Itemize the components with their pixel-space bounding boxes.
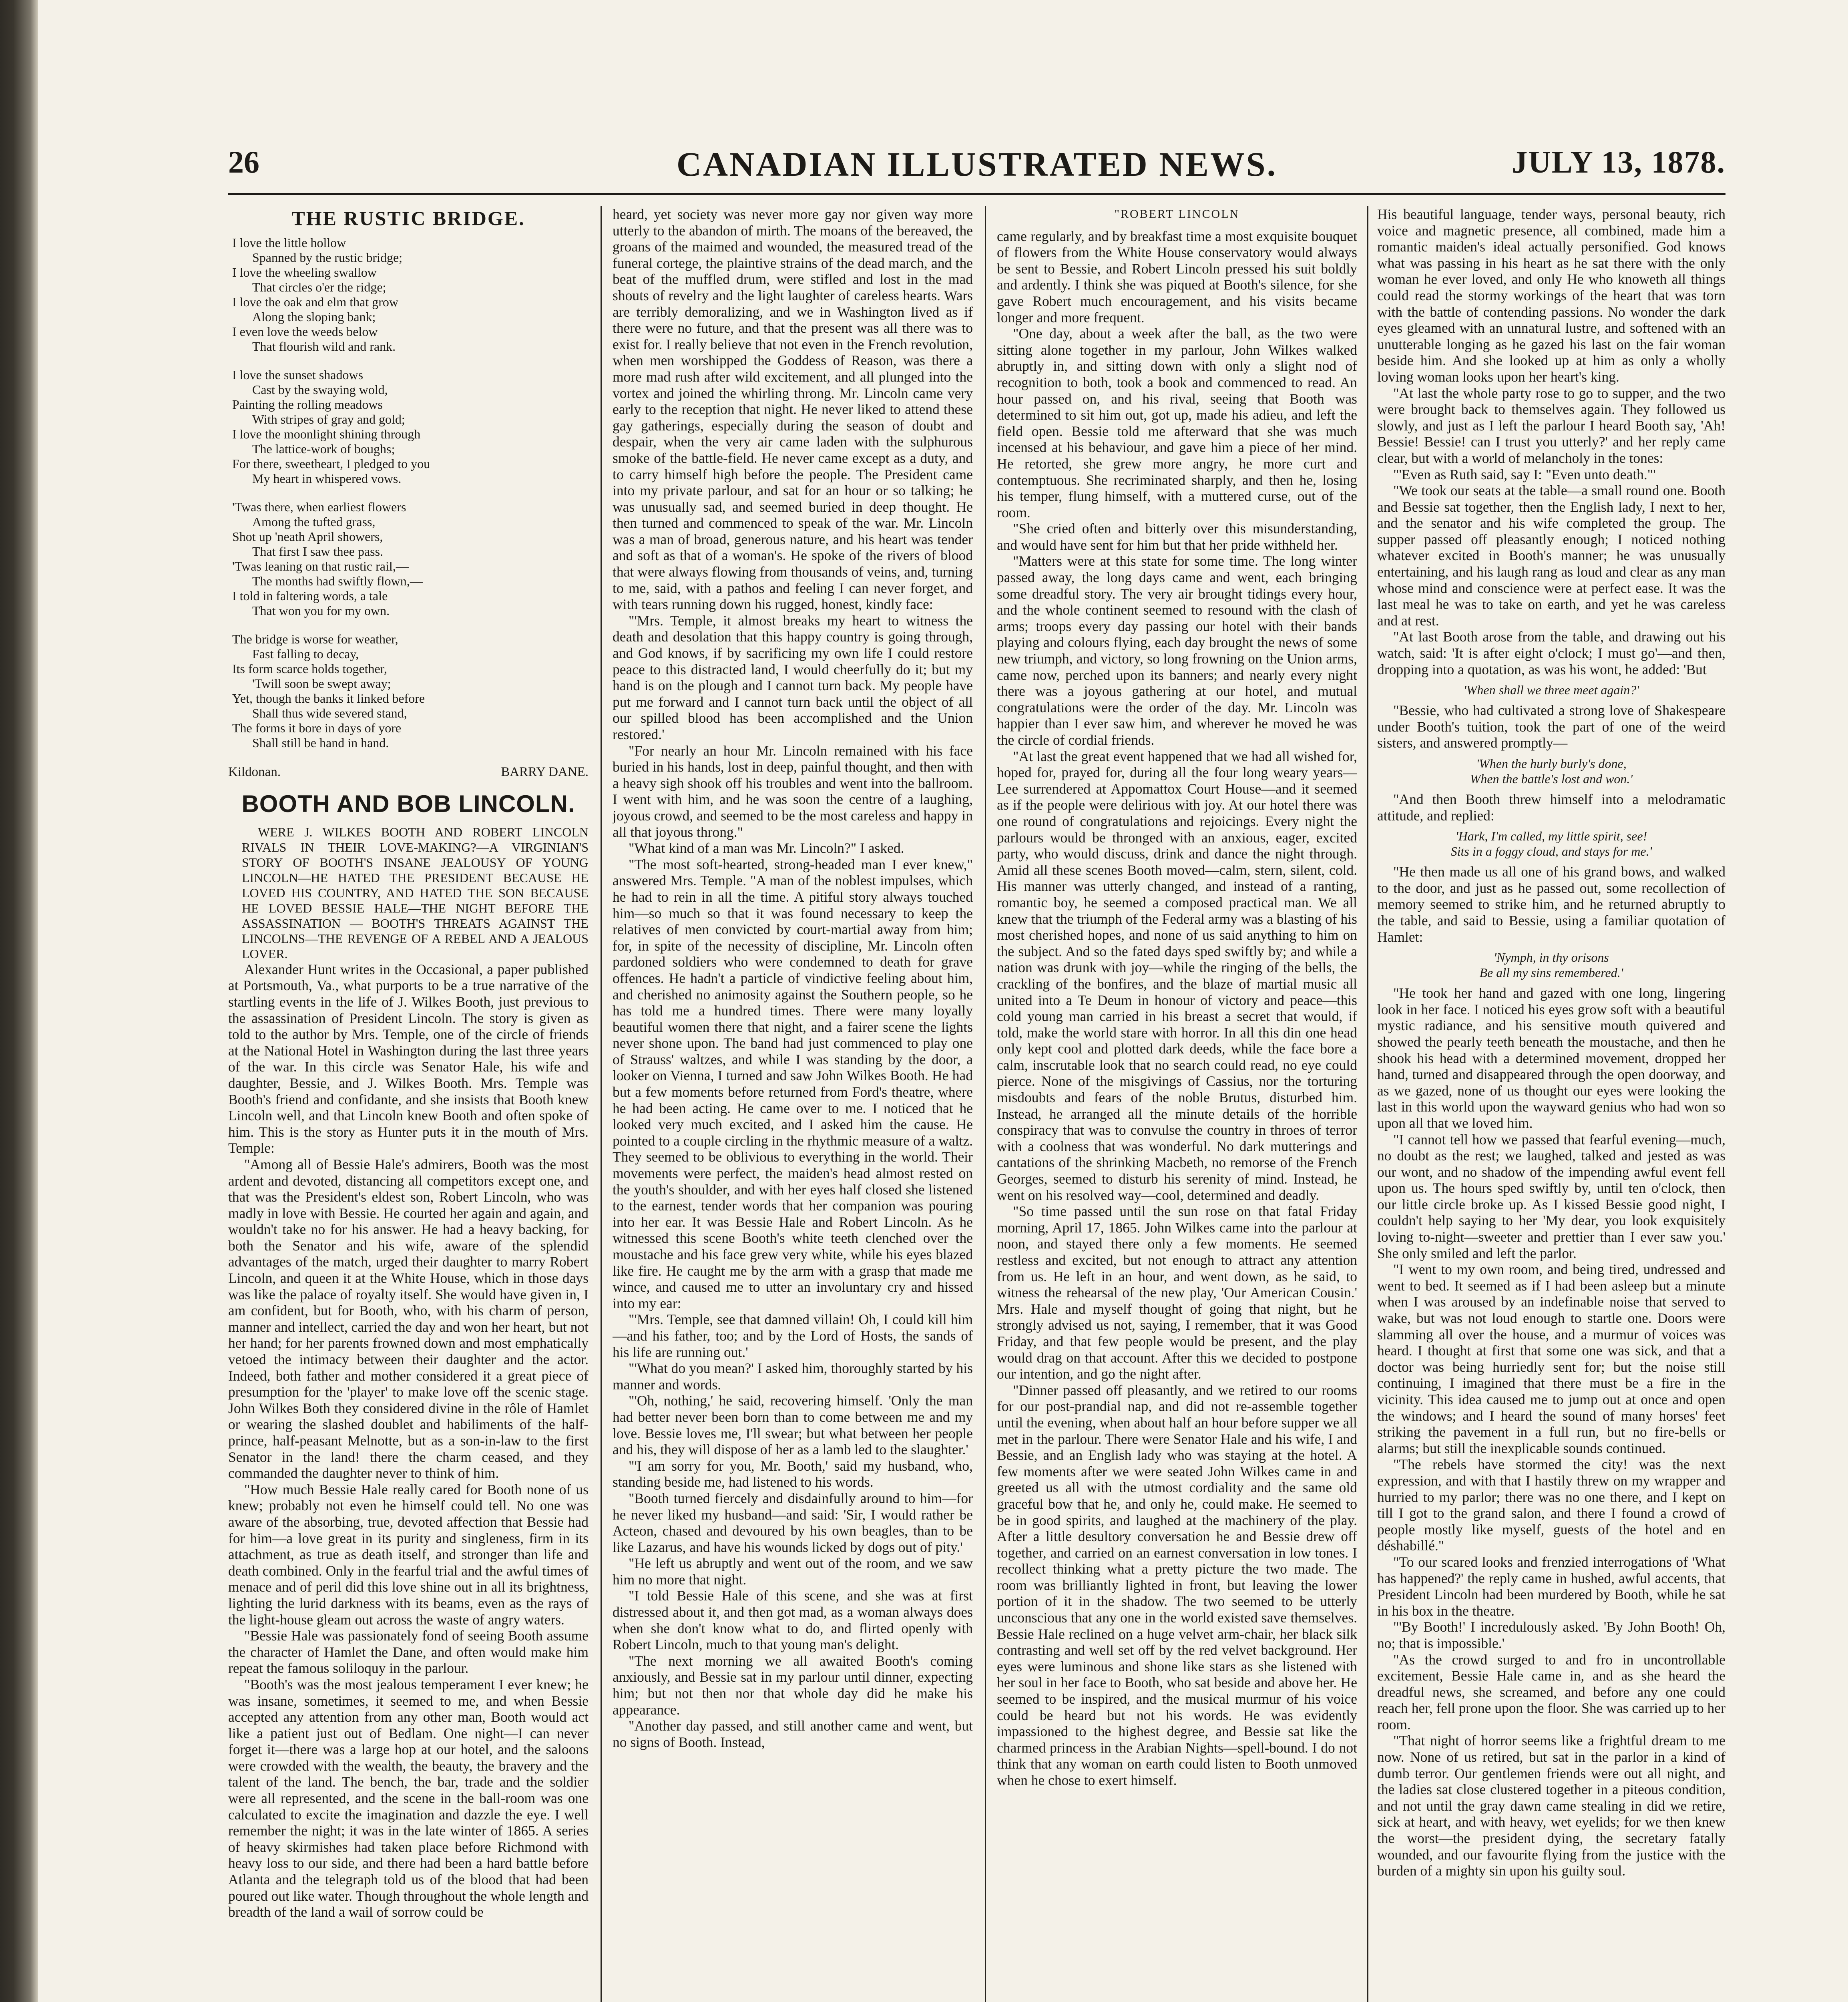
article-paragraph: "And then Booth threw himself into a melodramatic attitude, and replied:	[1377, 791, 1725, 824]
issue-date: JULY 13, 1878.	[1512, 145, 1725, 179]
poem-line: The forms it bore in days of yore	[232, 720, 402, 735]
article-paragraph: "'Mrs. Temple, it almost breaks my heart to witness the death and desolation that this happy country is going through, and God knows, if by sacrificing my own life I could restore peace to this distracted land, I would cheerfully do it; but my hand is on the plough and I cannot turn back. My people have put me forward and I cannot turn back until the object of all our spilled blood has been accomplished and the Union restored.'	[613, 612, 973, 742]
column-divider	[601, 206, 602, 2002]
quotation-line: 'When the hurly burly's done,	[1476, 756, 1627, 771]
poem-line: Yet, though the banks it linked before	[232, 691, 425, 706]
poem-line: Among the tufted grass,	[252, 514, 376, 529]
article-paragraph: heard, yet society was never more gay nor given way more utterly to the abandon of mirth. The moans of the bereaved, the groans of the maimed and wounded, the measured tread of the funeral cortege, the plaintive strains of the dead march, and the beat of the muffled drum, were stifled and lost in the mad shouts of revelry and the light laughter of careless hearts. Wars are terribly demoralizing, and we in Washington lived as if there were no future, and that the present was all there was to exist for. I really believe that not even in the French revolution, when men worshipped the Goddess of Reason, was there a more mad rush after wild excitement, and all plunged into the vortex and joined the whirling throng. Mr. Lincoln came very early to the reception that night. He never liked to attend these gay gatherings, especially during the season of doubt and despair, when the very air came laden with the sulphurous smoke of the battle-field. He never came except as a duty, and to carry himself high before the people. The President came into my private parlour, and sat for an hour or so talking; he was unusually sad, and seemed buried in deep thought. He then turned and commenced to speak of the war. Mr. Lincoln was a man of broad, generous nature, and his heart was tender and soft as that of a woman's. He spoke of the rivers of blood that were always flowing from thousands of veins, and, turning to me, said, with a pathos and feeling I can never forget, and with tears running down his rugged, honest, kindly face:	[613, 206, 973, 613]
poem-line: The lattice-work of boughs;	[252, 441, 395, 456]
poem-line: For there, sweetheart, I pledged to you	[232, 456, 430, 471]
poem-line: I love the moonlight shining through	[232, 426, 421, 441]
article-paragraph: "One day, about a week after the ball, as the two were sitting alone together in my parlour, John Wilkes walked abruptly in, and sitting down with only a slight nod of recognition to both, took a book and commenced to read. An hour passed on, and his rival, seeing that Booth was determined to sit him out, got up, made his adieu, and left the field open. Bessie told me afterward that she was much incensed at his behaviour, and gave him a piece of her mind. He retorted, she grew more angry, he more curt and contemptuous. She recriminated sharply, and then he, losing his temper, flung himself, with a muttered curse, out of the room.	[997, 326, 1357, 521]
poem-line: I love the little hollow	[232, 235, 346, 250]
article-paragraph: Alexander Hunt writes in the Occasional, a paper published at Portsmouth, Va., what purports to be a true narrative of the startling events in the life of J. Wilkes Booth, just previous to the assassination of President Lincoln. The story is given as told to the author by Mrs. Temple, one of the circle of friends at the National Hotel in Washington during the last three years of the war. In this circle was Senator Hale, his wife and daughter, Bessie, and J. Wilkes Booth. Mrs. Temple was Booth's friend and confidante, and she insists that Booth knew Lincoln well, and that Lincoln knew Booth and often spoke of him. This is the story as Hunter puts it in the mouth of Mrs. Temple:	[228, 961, 589, 1156]
poem-line: That flourish wild and rank.	[252, 339, 396, 354]
poem-line: That won you for my own.	[252, 603, 390, 618]
article-paragraph: "Another day passed, and still another came and went, but no signs of Booth. Instead,	[613, 1718, 973, 1750]
column-3	[997, 206, 1357, 2002]
article-paragraph: "Dinner passed off pleasantly, and we retired to our rooms for our post-prandial nap, and did not re-assemble together until the evening, when about half an hour before supper we all met in the parlour. There were Senator Hale and his wife, I and Bessie, and an English lady who was staying at the hotel. A few moments after we were seated John Wilkes came in and greeted us all with the utmost cordiality and the same old graceful bow that he, and only he, could make. He seemed to be in good spirits, and laughed at the machinery of the play. After a little desultory conversation he and Bessie drew off together, and carried on an earnest conversation in low tones. I recollect thinking what a pretty picture the two made. The room was brilliantly lighted in front, but leaving the lower portion of it in the shadow. The two seemed to be utterly unconscious that any one in the world existed save themselves. Bessie Hale reclined on a huge velvet arm-chair, her black silk contrasting and well set off by the red velvet background. Her eyes were luminous and shone like stars as she listened with her soul in her face to Booth, who sat beside and above her. He seemed to be inspired, and the musical murmur of his voice could be heard but not his words. He was evidently impassioned to the highest degree, and Bessie sat like the charmed princess in the Arabian Nights—spell-bound. I do not think that any woman on earth could listen to Booth unmoved when he chose to exert himself.	[997, 1382, 1357, 1788]
article-paragraph: "As the crowd surged to and fro in uncontrollable excitement, Bessie Hale came in, and as she heard the dreadful news, she screamed, and before any one could reach her, fell prone upon the floor. She was carried up to her room.	[1377, 1651, 1725, 1733]
header-rule	[228, 193, 1725, 195]
poem-line: With stripes of gray and gold;	[252, 412, 405, 426]
quotation-line: 'Nymph, in thy orisons	[1494, 950, 1609, 965]
running-head: "ROBERT LINCOLN	[1114, 207, 1240, 221]
quotation: 'When shall we three meet again?'	[1463, 683, 1639, 697]
poem-line: Shall thus wide severed stand,	[252, 706, 407, 720]
poem-place: Kildonan.	[228, 764, 281, 779]
poem-line: My heart in whispered vows.	[252, 471, 402, 486]
quotation-line: Sits in a foggy cloud, and stays for me.'	[1450, 844, 1652, 859]
masthead: CANADIAN ILLUSTRATED NEWS.	[676, 145, 1278, 183]
article-paragraph: "He took her hand and gazed with one long, lingering look in her face. I noticed his eyes grow soft with a beautiful mystic radiance, and his sensitive mouth quivered and showed the pearly teeth beneath the moustache, and then he shook his head with a determined movement, dropped her hand, turned and disappeared through the open doorway, and as we gazed, none of us thought our eyes were looking the last in this world upon the wayward genius who had won so upon all that we loved him.	[1377, 985, 1725, 1131]
article-paragraph: "How much Bessie Hale really cared for Booth none of us knew; probably not even he himself could tell. No one was aware of the absorbing, true, devoted affection that Bessie had for him—a love great in its purity and singleness, firm in its attachment, as true as death itself, and stronger than life and death combined. Only in the fearful trial and the awful times of menace and of peril did this love shine out in all its brightness, lighting the lurid darkness with its beams, even as the rays of the light-house gleam out across the waste of angry waters.	[228, 1481, 589, 1628]
column-4	[1377, 206, 1725, 2002]
poem-line: Shall still be hand in hand.	[252, 735, 389, 750]
article-paragraph: "Booth turned fiercely and disdainfully around to him—for he never liked my husband—and said: 'Sir, I would rather be Acteon, chased and devoured by his own beagles, than to be like Lazarus, and have his wounds licked by dogs out of pity.'	[613, 1490, 973, 1555]
poem-line: Along the sloping bank;	[252, 309, 376, 324]
poem-stanza	[232, 235, 589, 354]
article-paragraph: "'Even as Ruth said, say I: "Even unto death."'	[1393, 466, 1656, 482]
article-paragraph: His beautiful language, tender ways, personal beauty, rich voice and magnetic presence, all combined, made him a romantic maiden's ideal actually personified. God knows what was passing in his heart as he sat there with the only woman he ever loved, and only He who knoweth all things could read the stormy workings of the heart that was torn with the battle of contending passions. No wonder the dark eyes gleamed with an unnatural lustre, and softened with an unutterable longing as he gazed his last on the fair woman beside him. And she looked up at him as only a wholly loving woman looks upon her heart's king.	[1377, 206, 1725, 385]
poem-stanza	[232, 632, 589, 750]
quotation-line: Be all my sins remembered.'	[1479, 965, 1623, 980]
article-paragraph: "'Oh, nothing,' he said, recovering himself. 'Only the man had better never been born than to come between me and my love. Bessie loves me, I'll swear; but what between her people and his, they will dispose of her as a lamb led to the slaughter.'	[613, 1393, 973, 1458]
article-paragraph: "At last the great event happened that we had all wished for, hoped for, prayed for, during all the four long weary years—Lee surrendered at Appomattox Court House—and it seemed as if the people were delirious with joy. At our hotel there was one round of congratulations and rejoicings. Every night the parlours would be thronged with an anxious, eager, excited party, who would discuss, drink and dance the night through. Amid all these scenes Booth moved—calm, stern, silent, cold. His manner was utterly changed, and instead of a ranting, romantic boy, he seemed a composed practical man. We all knew that the triumph of the Federal army was a blasting of his most cherished hopes, and none of us said anything to him on the subject. And so the fated days sped swiftly by; and while a nation was drunk with joy—while the ringing of the bells, the crackling of the bonfires, and the blaze of martial music all united into a Te Deum in honour of victory and peace—this cold young man carried in his breast a secret that would, if told, make the world stare with horror. In all this din one head only kept cool and plotted dark deeds, while the face bore a calm, inscrutable look that no search could read, no eye could pierce. None of the misgivings of Cassius, nor the torturing misdoubts and fears of the noble Brutus, disturbed him. Instead, he arranged all the minute details of the horrible conspiracy that was to convulse the country in throes of terror with a coolness that was wonderful. No dark mutterings and cantations of the shrinking Macbeth, no remorse of the French Georges, seemed to disturb his serenity of mind. Instead, he went on his resolved way—cool, determined and deadly.	[997, 748, 1357, 1203]
page-number: 26	[228, 145, 259, 179]
article-paragraph: "He left us abruptly and went out of the room, and we saw him no more that night.	[613, 1555, 973, 1588]
article-paragraph: "I cannot tell how we passed that fearful evening—much, no doubt as the rest; we laughed, talked and jested as was our wont, and no shadow of the impending awful event fell upon us. The hours sped swiftly by, until ten o'clock, then our little circle broke up. As I kissed Bessie good night, I couldn't help saying to her 'My dear, you look exquisitely loving to-night—sweeter and prettier than I ever saw you.' She only smiled and left the parlor.	[1377, 1131, 1725, 1261]
poem-line: That first I saw thee pass.	[252, 544, 384, 559]
quotation	[1377, 950, 1725, 980]
poem-line: 'Twill soon be swept away;	[252, 676, 391, 691]
poem-line: Painting the rolling meadows	[232, 397, 383, 412]
article-paragraph: "'I am sorry for you, Mr. Booth,' said my husband, who, standing beside me, had listened to his words.	[613, 1457, 973, 1490]
article-paragraph: "He then made us all one of his grand bows, and walked to the door, and just as he passed out, some recollection of memory seemed to strike him, and he returned abruptly to the table, and said to Bessie, using a familiar quotation of Hamlet:	[1377, 864, 1725, 945]
poem-title: THE RUSTIC BRIDGE.	[291, 207, 525, 229]
article-paragraph: "I went to my own room, and being tired, undressed and went to bed. It seemed as if I had been asleep but a minute when I was aroused by an indefinable noise that served to wake, but was not loud enough to startle one. Doors were slamming all over the house, and a murmur of voices was heard. I thought at first that some one was sick, and that a doctor was being hurriedly sent for; but the noise still continuing, I imagined that there must be a fire in the vicinity. This idea caused me to jump out at once and open the windows; and I heard the sound of many horses' feet striking the pavement in a full run, but no fire-bells or alarms; but still the inexplicable sounds continued.	[1377, 1261, 1725, 1456]
article-paragraph: "The most soft-hearted, strong-headed man I ever knew," answered Mrs. Temple. "A man of the noblest impulses, which he had to rein in all the time. A pitiful story always touched him—so much so that it was found necessary to keep the relatives of men convicted by court-martial away from him; for, in spite of the necessity of discipline, Mr. Lincoln often pardoned soldiers who were condemned to death for grave offences. He hadn't a particle of vindictive feeling about him, and cherished no animosity against the Southern people, so he has told me a hundred times. There were many loyally beautiful women there that night, and a fairer scene the lights never shone upon. The band had just commenced to play one of Strauss' waltzes, and while I was standing by the door, a looker on Vienna, I turned and saw John Wilkes Booth. He had but a few moments before returned from Ford's theatre, where he had been acting. He came over to me. I noticed that he looked very much excited, and I asked him the cause. He pointed to a couple circling in the rhythmic measure of a waltz. They seemed to be oblivious to everything in the world. Their movements were perfect, the maiden's head almost rested on the youth's shoulder, and with her eyes half closed she listened to the earnest, tender words that her companion was pouring into her ear. It was Bessie Hale and Robert Lincoln. As he witnessed this scene Booth's white teeth clenched over the moustache and his face grew very white, while his eyes blazed like fire. He caught me by the arm with a grasp that made me wince, and caused me to utter an involuntary cry and hissed into my ear:	[613, 856, 973, 1311]
article-paragraph: "She cried often and bitterly over this misunderstanding, and would have sent for him but that her pride withheld her.	[997, 521, 1357, 553]
article-paragraph: "Matters were at this state for some time. The long winter passed away, the long days came and went, each bringing some dreadful story. The very air brought tidings every hour, and the whole continent seemed to resound with the clash of arms; troops every day passing our hotel with their bands playing and colours flying, each day brought the news of some new triumph, and victory, so long frowning on the Union arms, came now, perched upon its banners; and nearly every night there was a joyous gathering at our hotel, and mutual congratulations were the order of the day. Mr. Lincoln was happier than I ever saw him, and wherever he moved he was the circle of cordial friends.	[997, 553, 1357, 748]
article-paragraph: "'By Booth!' I incredulously asked. 'By John Booth! Oh, no; that is impossible.'	[1377, 1619, 1725, 1651]
poem-line: 'Twas leaning on that rustic rail,—	[232, 559, 409, 573]
article-paragraph: "The next morning we all awaited Booth's coming anxiously, and Bessie sat in my parlour until dinner, expecting him; but not then nor that whole day did he make his appearance.	[613, 1652, 973, 1718]
poem-line: 'Twas there, when earliest flowers	[232, 499, 406, 514]
article-paragraph: "For nearly an hour Mr. Lincoln remained with his face buried in his hands, lost in deep, painful thought, and then with a heavy sigh shook off his troubles and went into the ballroom. I went with him, and he was soon the centre of a laughing, joyous crowd, and seemed to be the most careless and happy in all that joyous throng."	[613, 742, 973, 840]
poem-body	[232, 235, 589, 750]
poem-stanza	[232, 500, 589, 618]
poem-stanza	[232, 368, 589, 486]
article-paragraph: "Bessie Hale was passionately fond of seeing Booth assume the character of Hamlet the Dane, and often would make him repeat the famous soliloquy in the parlour.	[228, 1628, 589, 1676]
quotation	[1377, 756, 1725, 786]
column-divider	[1367, 206, 1368, 2002]
poem-line: I love the oak and elm that grow	[232, 294, 398, 309]
article-paragraph: "At last Booth arose from the table, and drawing out his watch, said: 'It is after eight o'clock; I must go'—and then, dropping into a quotation, as was his wont, he added: 'But	[1377, 629, 1725, 677]
article-paragraph: "What kind of a man was Mr. Lincoln?" I asked.	[629, 840, 904, 856]
article-paragraph: "We took our seats at the table—a small round one. Booth and Bessie sat together, then the English lady, I next to her, and the senator and his wife completed the group. The supper passed off pleasantly enough; I noticed nothing whatever excited in Booth's manner; he was unusually entertaining, and his laugh rang as loud and clear as any man whose mind and conscience were at perfect ease. It was the last meal he was to take on earth, and yet he was careless and at rest.	[1377, 482, 1725, 629]
article-paragraph: "At last the whole party rose to go to supper, and the two were brought back to themselves again. They followed us slowly, and just as I left the parlour I heard Booth say, 'Ah! Bessie! Bessie! can I trust you utterly?' and her reply came clear, but with a world of melancholy in the tones:	[1377, 385, 1725, 466]
poem-line: The bridge is worse for weather,	[232, 631, 398, 646]
quotation	[1377, 828, 1725, 859]
poem-line: I told in faltering words, a tale	[232, 588, 388, 603]
column-1	[228, 206, 589, 2002]
poem-line: The months had swiftly flown,—	[252, 573, 423, 588]
column-2	[613, 206, 973, 2002]
poem-line: Shot up 'neath April showers,	[232, 529, 383, 544]
article-paragraph: "'What do you mean?' I asked him, thoroughly started by his manner and words.	[613, 1360, 973, 1393]
quotation-line: When the battle's lost and won.'	[1470, 772, 1633, 786]
article-paragraph: "To our scared looks and frenzied interrogations of 'What has happened?' the reply came in hushed, awful accents, that President Lincoln had been murdered by Booth, while he sat in his box in the theatre.	[1377, 1554, 1725, 1619]
column-divider	[985, 206, 986, 2002]
article-paragraph: "Among all of Bessie Hale's admirers, Booth was the most ardent and devoted, distancing all competitors except one, and that was the President's eldest son, Robert Lincoln, who was madly in love with Bessie. He courted her again and again, and wouldn't take no for his answer. He had a heavy backing, for both the Senator and his wife, aware of the splendid advantages of the match, urged their daughter to marry Robert Lincoln, and queen it at the White House, which in those days was like the palace of royalty itself. She would have given in, I am confident, but for Booth, who, with his charm of person, manner and intellect, carried the day and won her heart, but not her hand; for her parents frowned down and most emphatically vetoed the intimacy between their daughter and the actor. Indeed, both father and mother considered it a great piece of presumption for the 'player' to make love off the scenic stage. John Wilkes Both they considered divine in the rôle of Hamlet or wearing the slashed doublet and habiliments of the half-prince, half-peasant Melnotte, but as a son-in-law to the first Senator in the land! there the charm ceased, and they commanded the daughter never to think of him.	[228, 1156, 589, 1481]
article-paragraph: "So time passed until the sun rose on that fatal Friday morning, April 17, 1865. John Wilkes came into the parlour at noon, and stayed there only a few moments. He seemed restless and excited, but not enough to attract any attention from us. He left in an hour, and went down, as he said, to witness the rehearsal of the new play, 'Our American Cousin.' Mrs. Hale and myself thought of going that night, but he strongly advised us not, saying, I remember, that it was Good Friday, and that few people would be present, and the play would drag on that account. After this we decided to postpone our intention, and go the night after.	[997, 1203, 1357, 1382]
article-paragraph: "Booth's was the most jealous temperament I ever knew; he was insane, sometimes, it seemed to me, and when Bessie accepted any attention from any other man, Booth would act like a patient just out of Bedlam. One night—I can never forget it—there was a large hop at our hotel, and the saloons were crowded with the wealth, the beauty, the bravery and the talent of the land. The bench, the bar, trade and the soldier were all represented, and the scene in the ball-room was one calculated to excite the imagination and dazzle the eye. I well remember the night; it was in the late winter of 1865. A series of heavy skirmishes had taken place before Richmond with heavy loss to our side, and there had been a hard battle before Atlanta and the telegraph told us of the blood that had been poured out like water. Though throughout the whole length and breadth of the land a wail of sorrow could be	[228, 1676, 589, 1920]
poem-line: That circles o'er the ridge;	[252, 279, 386, 294]
article-title: BOOTH AND BOB LINCOLN.	[241, 790, 575, 818]
article-deck: WERE J. WILKES BOOTH AND ROBERT LINCOLN RIVALS IN THEIR LOVE-MAKING?—A VIRGINIAN'S STORY OF BOOTH'S INSANE JEALOUSY OF YOUNG LINCOLN—HE HATED THE PRESIDENT BECAUSE HE LOVED HIS COUNTRY, AND HATED THE SON BECAUSE HE LOVED BESSIE HALE—THE NIGHT BEFORE THE ASSASSINATION — BOOTH'S THREATS AGAINST THE LINCOLNS—THE REVENGE OF A REBEL AND A JEALOUS LOVER.	[242, 824, 589, 961]
article-paragraph: came regularly, and by breakfast time a most exquisite bouquet of flowers from the White House conservatory would always be sent to Bessie, and Robert Lincoln pressed his suit boldly and ardently. I think she was piqued at Booth's silence, for she gave Robert much encouragement, and his visits became longer and more frequent.	[997, 228, 1357, 326]
poem-line: I love the sunset shadows	[232, 367, 364, 382]
poem-line: I even love the weeds below	[232, 324, 378, 339]
article-paragraph: "The rebels have stormed the city! was the next expression, and with that I hastily threw on my wrapper and hurried to my parlor; there was no one there, and I kept on till I got to the grand salon, and there I found a crowd of people mostly like myself, guests of the hotel and en déshabillé."	[1377, 1456, 1725, 1554]
article-paragraph: "I told Bessie Hale of this scene, and she was at first distressed about it, and then got mad, as a woman always does when she don't know what to do, and flirted openly with Robert Lincoln, much to that young man's delight.	[613, 1588, 973, 1653]
poem-line: Cast by the swaying wold,	[252, 382, 388, 397]
quotation-line: 'Hark, I'm called, my little spirit, see!	[1455, 829, 1647, 844]
poem-line: Its form scarce holds together,	[232, 661, 388, 676]
poem-line: Spanned by the rustic bridge;	[252, 250, 403, 265]
page-binding-edge	[0, 0, 38, 2002]
poem-author: BARRY DANE.	[501, 764, 589, 779]
poem-signature	[228, 764, 589, 780]
page-header	[228, 144, 1725, 192]
article-paragraph: "'Mrs. Temple, see that damned villain! Oh, I could kill him—and his father, too; and by the Lord of Hosts, the sands of his life are running out.'	[613, 1311, 973, 1360]
poem-line: Fast falling to decay,	[252, 646, 359, 661]
article-paragraph: "Bessie, who had cultivated a strong love of Shakespeare under Booth's tuition, took the part of one of the weird sisters, and answered promptly—	[1377, 702, 1725, 751]
poem-line: I love the wheeling swallow	[232, 265, 377, 279]
article-paragraph: "That night of horror seems like a frightful dream to me now. None of us retired, but sat in the parlor in a kind of dumb terror. Our gentlemen friends were out all night, and the ladies sat close clustered together in a piteous condition, and not until the gray dawn came stealing in did we retire, sick at heart, and with heavy, wet eyelids; for we then knew the worst—the president dying, the secretary fatally wounded, and our favourite flying from the justice with the burden of a mighty sin upon his guilty soul.	[1377, 1733, 1725, 1879]
